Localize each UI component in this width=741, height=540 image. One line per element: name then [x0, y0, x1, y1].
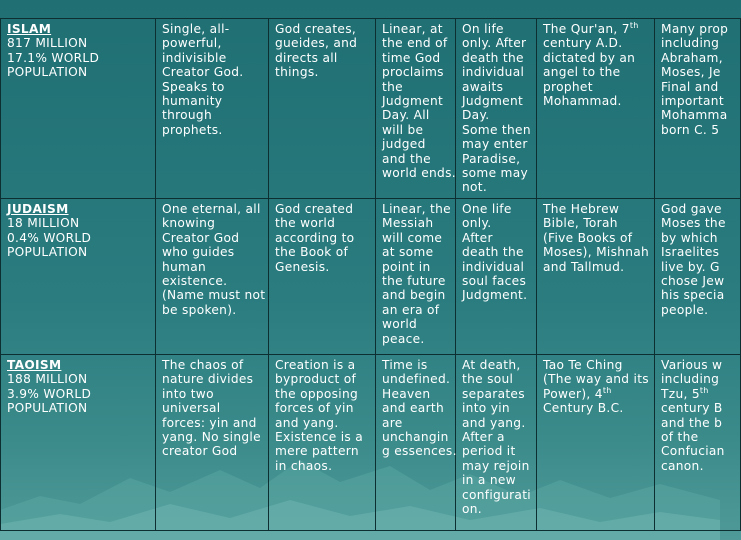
cell-line: in chaos. [275, 458, 333, 473]
afterlife-cell [456, 355, 537, 531]
stat-line: 3.9% WORLD [7, 386, 92, 401]
cell-line: byproduct of [275, 372, 357, 387]
cell-line: Creation is a [275, 358, 356, 372]
cell-line: Various w [661, 358, 723, 372]
cell-line: by which [661, 230, 718, 245]
cell-line: and the [382, 151, 431, 166]
cell-line: including [661, 372, 720, 387]
cell-line: who guides [162, 245, 235, 260]
cell-line: On life [462, 22, 504, 36]
cell-line: peace. [382, 331, 425, 346]
cell-line: his specia [661, 288, 725, 303]
cell-line: (Name must not [162, 288, 266, 303]
cell-line: configurati [462, 487, 531, 502]
cell-line: proclaims [382, 65, 444, 80]
cell-line: One eternal, all [162, 202, 261, 216]
cell-line: at some [382, 245, 434, 260]
cell-line: will be [382, 122, 424, 137]
cell-line: Moses the [661, 216, 726, 231]
cell-line: world ends. [382, 166, 456, 181]
cell-line [661, 387, 737, 401]
stat-line: 188 MILLION [7, 372, 88, 387]
cell-line: God created [275, 202, 354, 216]
cell-line: human [162, 259, 207, 274]
cell-line: directs all [275, 50, 338, 65]
cell-line: through [162, 108, 212, 123]
cell-line: Linear, at [382, 22, 443, 36]
cell-line: universal [162, 401, 221, 416]
prophets-cell [655, 19, 741, 199]
religion-cell [1, 19, 156, 199]
cell-line: separates [462, 386, 525, 401]
cell-line: Confucian [661, 444, 725, 459]
prophets-cell [655, 355, 741, 531]
cell-line: and earth [382, 401, 444, 416]
time-cell [376, 19, 456, 199]
table-row-judaism [1, 199, 741, 355]
cell-text: The Qur'an, 7 [543, 22, 630, 36]
cell-line: and begin [382, 288, 446, 303]
cell-line: the world [275, 216, 336, 231]
cell-line: knowing [162, 216, 216, 231]
god-cell [156, 355, 269, 531]
cell-line: Day. [462, 108, 490, 123]
cell-line: Many prop [661, 22, 729, 36]
cell-line: At death, [462, 358, 521, 372]
cell-line: After a [462, 430, 505, 445]
cell-line: The Hebrew [543, 202, 620, 216]
cell-line: Messiah [382, 216, 434, 231]
time-cell [376, 199, 456, 355]
cell-line: judged [382, 137, 426, 152]
table-row-islam [1, 19, 741, 199]
cell-line: Moses, Je [661, 65, 721, 80]
stat-line: POPULATION [7, 245, 88, 260]
creation-cell [269, 355, 376, 531]
cell-line: Some then [462, 122, 531, 137]
cell-line: century B [661, 401, 723, 416]
god-cell [156, 199, 269, 355]
cell-line: are [382, 415, 403, 430]
cell-line: God gave [661, 202, 722, 216]
cell-line: some may [462, 166, 529, 181]
cell-line: may enter [462, 137, 528, 152]
cell-line: the future [382, 274, 446, 289]
cell-line: yang. No single [162, 430, 261, 445]
stat-line: 817 MILLION [7, 36, 88, 51]
cell-line: Final and [661, 79, 719, 94]
cell-line: point in [382, 259, 431, 274]
cell-line: forces: yin and [162, 415, 257, 430]
creation-cell [269, 199, 376, 355]
cell-line: may rejoin [462, 458, 530, 473]
creation-cell [269, 19, 376, 199]
cell-line: Abraham, [661, 50, 723, 65]
god-cell [156, 19, 269, 199]
cell-line: the end of [382, 36, 448, 51]
cell-line: unchangin [382, 430, 449, 445]
cell-line: powerful, [162, 36, 222, 51]
cell-line: Creator God [162, 230, 240, 245]
cell-line: g essences. [382, 444, 457, 459]
afterlife-cell [456, 19, 537, 199]
stat-line: 18 MILLION [7, 216, 80, 231]
cell-line: will come [382, 230, 443, 245]
cell-line: (The way and its [543, 372, 649, 387]
cell-line: gueides, and [275, 36, 358, 51]
cell-line: Century B.C. [543, 401, 624, 416]
cell-line: time God [382, 50, 441, 65]
cell-line: the opposing [275, 386, 359, 401]
cell-line: individual [462, 259, 525, 274]
cell-line [543, 22, 651, 36]
cell-line: century A.D. [543, 36, 623, 51]
cell-text: Power), 4 [543, 386, 603, 401]
religion-name: ISLAM [7, 22, 52, 36]
cell-line: the Book of [275, 245, 349, 260]
cell-line: existence. [162, 274, 228, 289]
cell-line: chose Jew [661, 274, 725, 289]
cell-line: only. After [462, 36, 527, 51]
cell-line: Linear, the [382, 202, 451, 216]
cell-line: Time is [382, 358, 428, 372]
cell-line: of the [661, 430, 699, 445]
cell-line: including [661, 36, 720, 51]
cell-line: important [661, 94, 724, 109]
cell-line: forces of yin [275, 401, 354, 416]
cell-line: people. [661, 302, 709, 317]
cell-line: Israelites [661, 245, 720, 260]
cell-line: Paradise, [462, 151, 521, 166]
cell-line: and the b [661, 415, 723, 430]
stat-line: POPULATION [7, 65, 88, 80]
cell-line: live by. G [661, 259, 720, 274]
religion-cell [1, 355, 156, 531]
cell-line: born C. 5 [661, 122, 720, 137]
cell-line: dictated by an [543, 50, 636, 65]
cell-line: death the [462, 245, 524, 260]
cell-line: Genesis. [275, 259, 330, 274]
afterlife-cell [456, 199, 537, 355]
cell-line: undefined. [382, 372, 451, 387]
cell-line: individual [462, 65, 525, 80]
cell-line: not. [462, 180, 488, 195]
cell-line: and Tallmud. [543, 259, 625, 274]
cell-line: Mohamma [661, 108, 728, 123]
cell-line: an era of [382, 302, 440, 317]
cell-line: the [382, 79, 403, 94]
stat-line: POPULATION [7, 401, 88, 416]
cell-line: only. [462, 216, 492, 231]
ordinal-suffix: th [629, 20, 639, 30]
texts-cell [537, 19, 655, 199]
texts-cell [537, 199, 655, 355]
cell-line: Single, all- [162, 22, 230, 36]
cell-line: into two [162, 386, 214, 401]
cell-line: the soul [462, 372, 514, 387]
cell-line: nature divides [162, 372, 254, 387]
cell-line: Speaks to [162, 79, 225, 94]
ordinal-suffix: th [699, 385, 709, 395]
cell-line: into yin [462, 401, 510, 416]
cell-line: God creates, [275, 22, 357, 36]
cell-line: After [462, 230, 493, 245]
cell-line: according to [275, 230, 355, 245]
prophets-cell [655, 199, 741, 355]
cell-line: be spoken). [162, 302, 237, 317]
religion-name: TAOISM [7, 358, 62, 372]
cell-line: Moses), Mishnah [543, 245, 650, 260]
cell-line [543, 387, 651, 401]
cell-line: (Five Books of [543, 230, 633, 245]
cell-line: Tao Te Ching [543, 358, 623, 372]
cell-line: death the [462, 50, 524, 65]
cell-line: prophets. [162, 122, 223, 137]
cell-line: things. [275, 65, 319, 80]
cell-line: and yang. [275, 415, 339, 430]
cell-line: awaits [462, 79, 504, 94]
stat-line: 17.1% WORLD [7, 50, 100, 65]
cell-line: period it [462, 444, 516, 459]
cell-line: mere pattern [275, 444, 359, 459]
cell-line: Bible, Torah [543, 216, 618, 231]
cell-line: humanity [162, 94, 223, 109]
cell-line: world [382, 317, 418, 332]
cell-line: creator God [162, 444, 238, 459]
time-cell [376, 355, 456, 531]
ordinal-suffix: th [602, 385, 612, 395]
table-row-taoism [1, 355, 741, 531]
cell-line: Heaven [382, 386, 431, 401]
cell-line: Creator God. [162, 65, 244, 80]
cell-line: prophet [543, 79, 593, 94]
cell-line: The chaos of [162, 358, 244, 372]
cell-line: angel to the [543, 65, 621, 80]
cell-line: Judgment [382, 94, 444, 109]
cell-line: Judgment. [462, 288, 528, 303]
cell-line: in a new [462, 473, 516, 488]
religion-name: JUDAISM [7, 202, 69, 216]
cell-line: Mohammad. [543, 94, 622, 109]
cell-line: canon. [661, 458, 704, 473]
cell-line: on. [462, 502, 482, 517]
religion-cell [1, 199, 156, 355]
cell-line: Judgment [462, 94, 524, 109]
cell-line: Day. All [382, 108, 430, 123]
religions-table [0, 18, 741, 531]
cell-line: Existence is a [275, 430, 364, 445]
stat-line: 0.4% WORLD [7, 230, 92, 245]
cell-line: and yang. [462, 415, 526, 430]
cell-text: Tzu, 5 [661, 386, 700, 401]
cell-line: indivisible [162, 50, 227, 65]
texts-cell [537, 355, 655, 531]
cell-line: One life [462, 202, 512, 216]
cell-line: soul faces [462, 274, 527, 289]
